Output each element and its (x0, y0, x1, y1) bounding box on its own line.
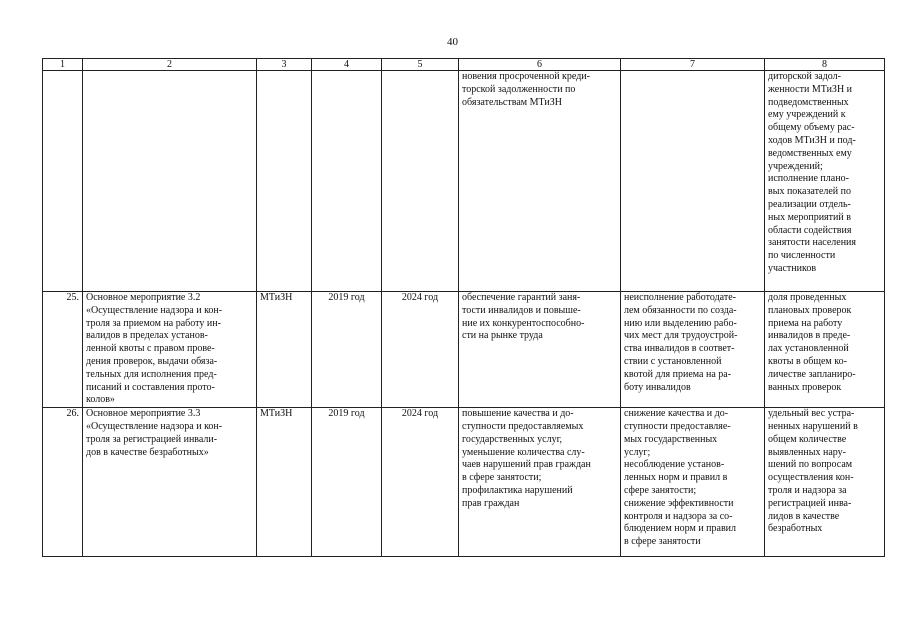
cell-indicators: диторской задол- женности МТиЗН и подведомственных ему учреждений к общему объему рас- ходов МТиЗН и под- ведомственных ему учреждений; исполнение плано- вых показателей по реализации отдель- ных мероприятий в области содействия занятости населения по численности участников (765, 71, 885, 292)
table-row (43, 292, 885, 408)
header-col-6: 6 (459, 59, 621, 71)
measures-table (42, 58, 885, 557)
cell-consequences (621, 71, 765, 292)
cell-executor: МТиЗН (257, 292, 312, 408)
cell-consequences: неисполнение работодате- лем обязанности по созда- нию или выделению рабо- чих мест для трудоустрой- ства инвалидов в соответ- ствии с установленной квотой для приема на ра- боту инвалидов (621, 292, 765, 408)
cell-start: 2019 год (312, 408, 382, 557)
header-col-1: 1 (43, 59, 83, 71)
header-col-5: 5 (382, 59, 459, 71)
page-number: 40 (447, 36, 458, 48)
cell-end: 2024 год (382, 408, 459, 557)
header-col-8: 8 (765, 59, 885, 71)
cell-result: повышение качества и до- ступности предоставляемых государственных услуг, уменьшение количества слу- чаев нарушений прав граждан в сфере занятости; профилактика нарушений прав граждан (459, 408, 621, 557)
header-col-4: 4 (312, 59, 382, 71)
cell-consequences: снижение качества и до- ступности предоставляе- мых государственных услуг; несоблюдение установ- ленных норм и правил в сфере занятости; снижение эффективности контроля и надзора за со- блюдением норм и правил в сфере занятости (621, 408, 765, 557)
header-row (43, 59, 885, 71)
cell-end (382, 71, 459, 292)
cell-num: 25. (43, 292, 83, 408)
cell-executor: МТиЗН (257, 408, 312, 557)
cell-result: новения просроченной креди- торской задолженности по обязательствам МТиЗН (459, 71, 621, 292)
cell-result: обеспечение гарантий заня- тости инвалидов и повыше- ние их конкурентоспособно- сти на рынке труда (459, 292, 621, 408)
cell-num (43, 71, 83, 292)
cell-start (312, 71, 382, 292)
table-row (43, 408, 885, 557)
cell-name: Основное мероприятие 3.2 «Осуществление надзора и кон- троля за приемом на работу ин- валидов в пределах установ- ленной квоты с правом прове- дения проверок, выдачи обяза- тельных для исполнения пред- писаний и составления прото- колов» (83, 292, 257, 408)
header-col-3: 3 (257, 59, 312, 71)
cell-end: 2024 год (382, 292, 459, 408)
header-col-2: 2 (83, 59, 257, 71)
cell-num: 26. (43, 408, 83, 557)
table-row-continuation (43, 71, 885, 292)
header-col-7: 7 (621, 59, 765, 71)
cell-executor (257, 71, 312, 292)
cell-indicators: доля проведенных плановых проверок приема на работу инвалидов в преде- лах установленной квоты в общем ко- личестве запланиро- ванных проверок (765, 292, 885, 408)
cell-start: 2019 год (312, 292, 382, 408)
cell-name (83, 71, 257, 292)
cell-indicators: удельный вес устра- ненных нарушений в общем количестве выявленных нару- шений по вопросам осуществления кон- троля и надзора за регистрацией инва- лидов в качестве безработных (765, 408, 885, 557)
cell-name: Основное мероприятие 3.3 «Осуществление надзора и кон- троля за регистрацией инвали- дов в качестве безработных» (83, 408, 257, 557)
